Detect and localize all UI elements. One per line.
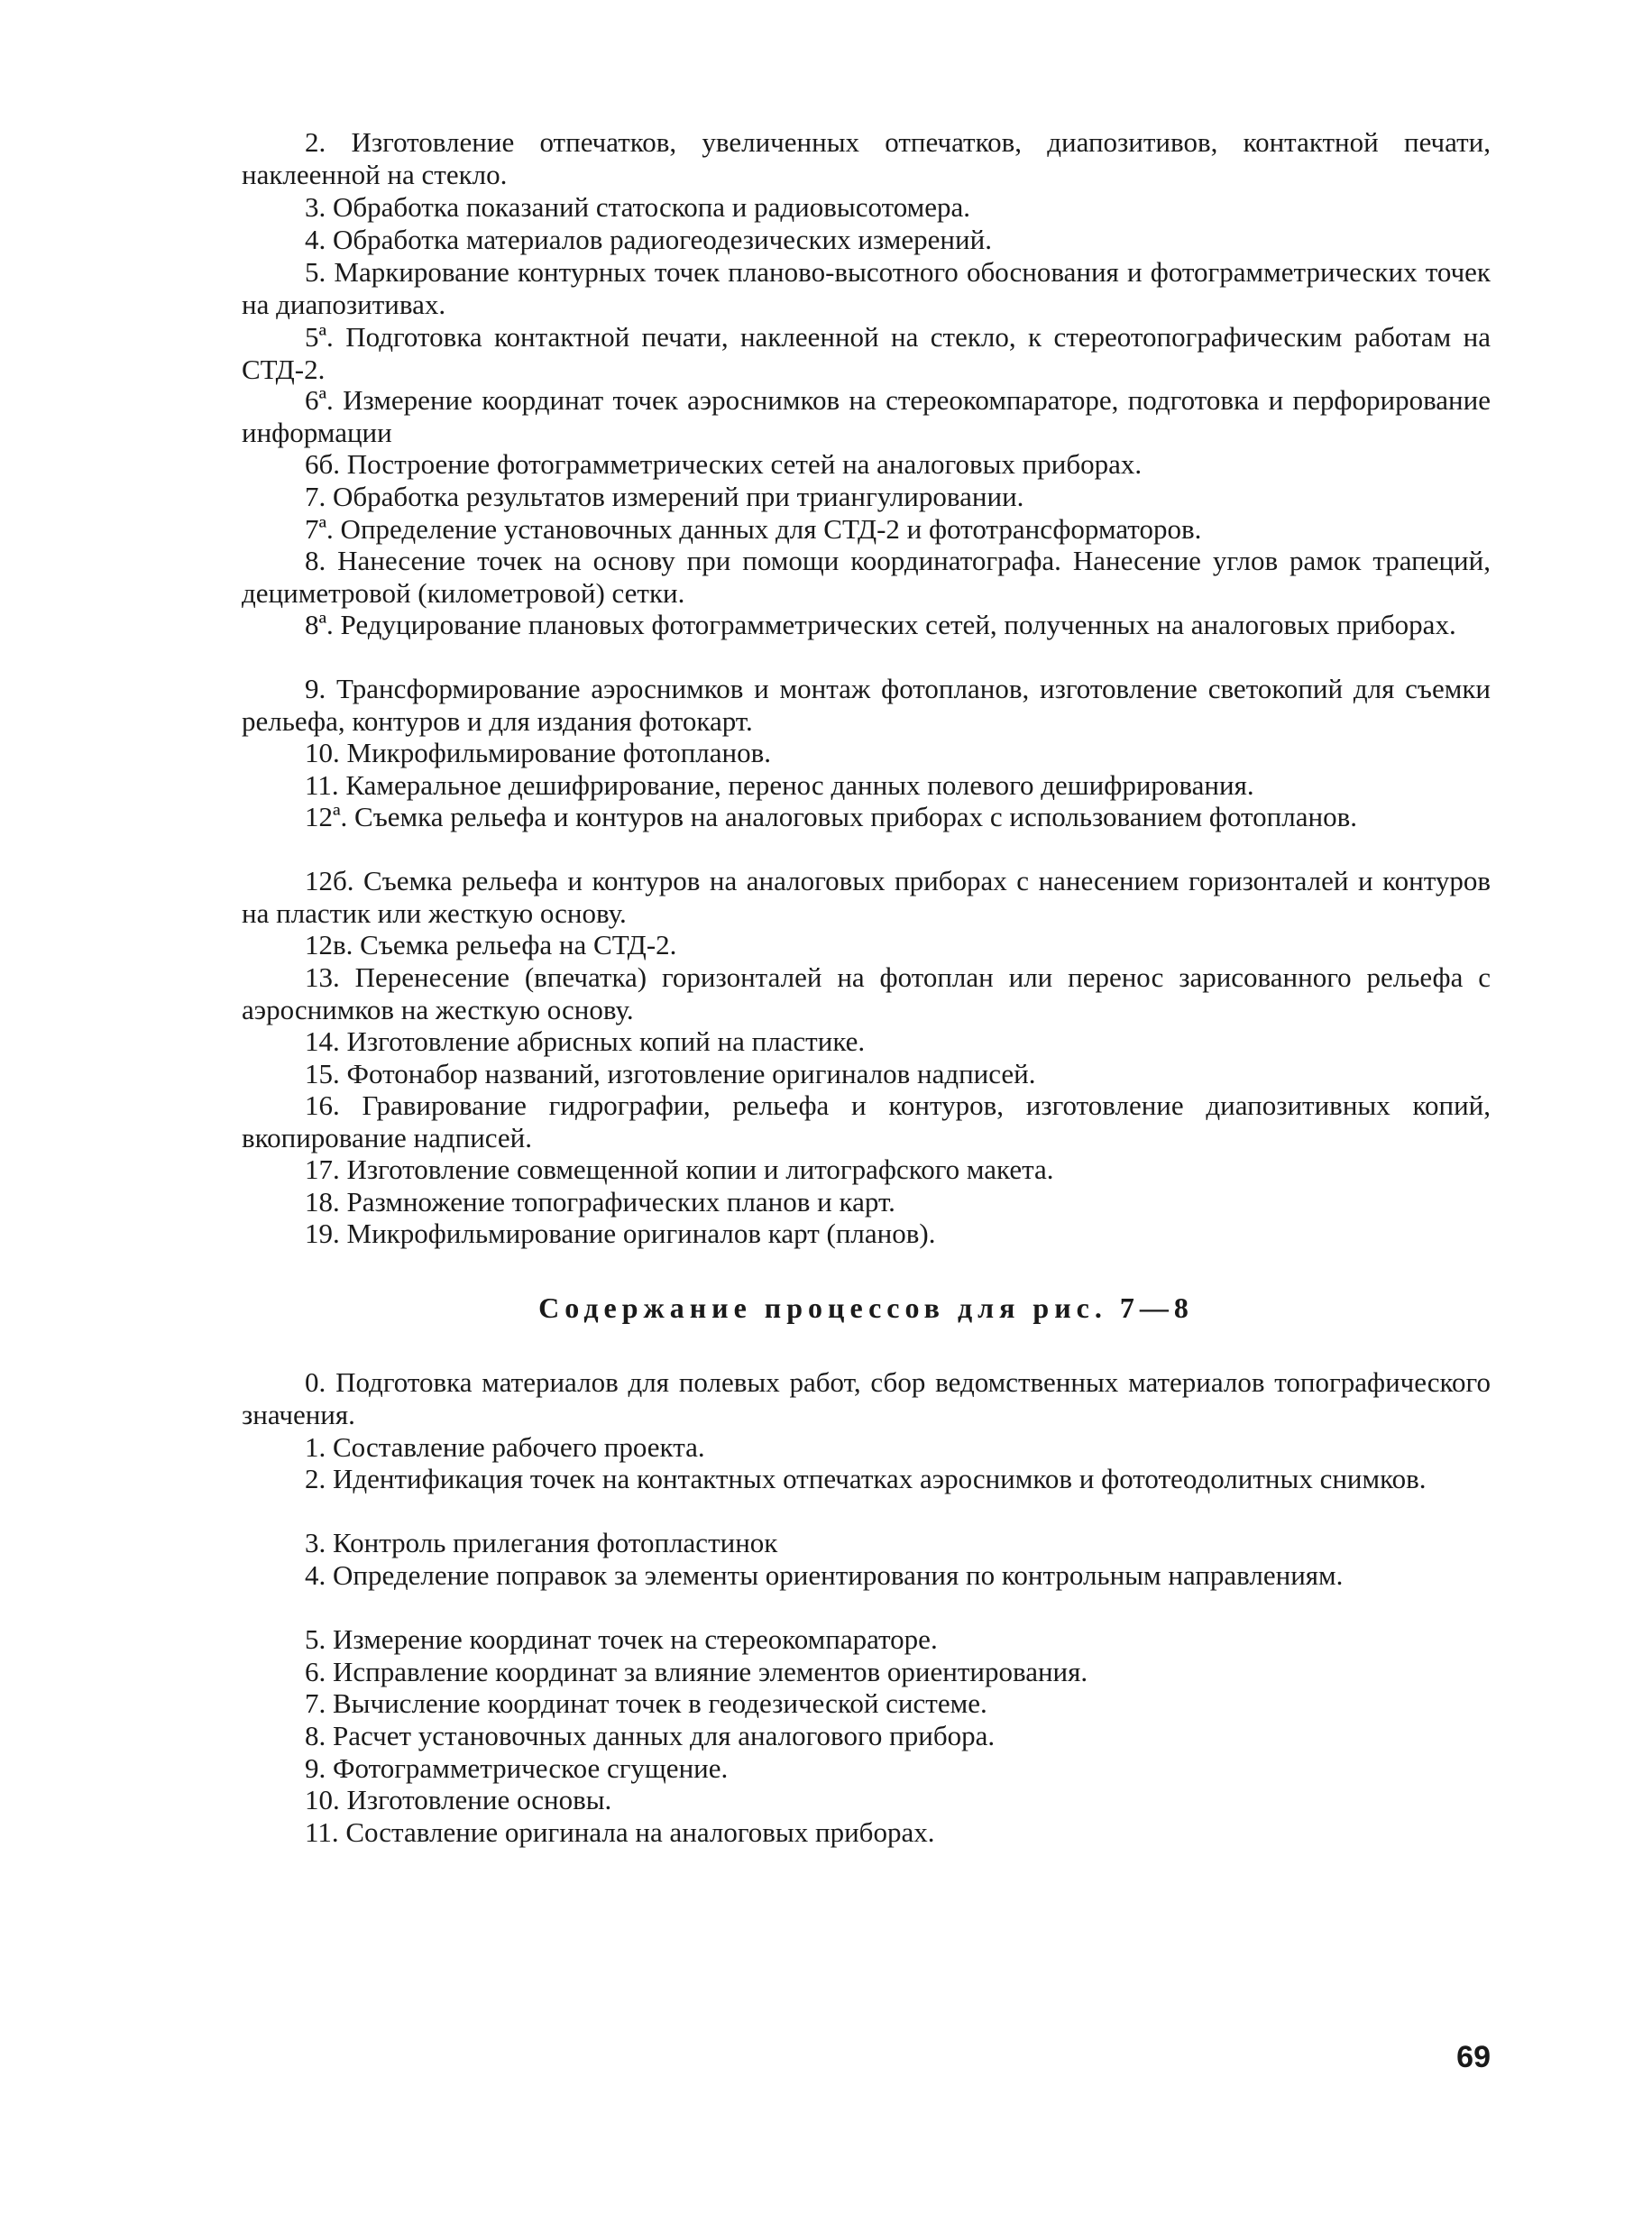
list-item: 0. Подготовка материалов для полевых работ, сбор ведомственных материалов топографического значения. bbox=[242, 1366, 1491, 1430]
list-item: 13. Перенесение (впечатка) горизонталей на фотоплан или перенос зарисованного рельефа с аэроснимков на жесткую основу. bbox=[242, 961, 1491, 1025]
list-item: 4. Обработка материалов радиогеодезических измерений. bbox=[305, 224, 992, 255]
list-item: 6б. Построение фотограмметрических сетей на аналоговых приборах. bbox=[305, 448, 1143, 480]
list-item: 3. Контроль прилегания фотопластинок bbox=[305, 1527, 778, 1558]
list-item: 11. Камеральное дешифрирование, перенос данных полевого дешифрирования. bbox=[305, 769, 1254, 801]
list-item: 15. Фотонабор названий, изготовление оригиналов надписей. bbox=[305, 1058, 1036, 1089]
list-item: 16. Гравирование гидрографии, рельефа и контуров, изготовление диапозитивных копий, вкопирование надписей. bbox=[242, 1089, 1491, 1153]
page-number: 69 bbox=[1456, 2040, 1491, 2074]
list-item: 18. Размножение топографических планов и карт. bbox=[305, 1186, 895, 1218]
list-item: 14. Изготовление абрисных копий на пластике. bbox=[305, 1025, 866, 1057]
list-item: 12в. Съемка рельефа на СТД-2. bbox=[305, 929, 677, 960]
list-item: 2. Изготовление отпечатков, увеличенных отпечатков, диапозитивов, контактной печати, наклеенной на стекло. bbox=[242, 126, 1491, 190]
list-item: 7ª. Определение установочных данных для СТД-2 и фототрансформаторов. bbox=[305, 513, 1202, 545]
list-item: 5. Маркирование контурных точек планово-высотного обоснования и фотограмметрических точек на диапозитивах. bbox=[242, 256, 1491, 320]
list-item: 11. Составление оригинала на аналоговых приборах. bbox=[305, 1816, 935, 1848]
list-item: 7. Вычисление координат точек в геодезической системе. bbox=[305, 1687, 987, 1719]
list-item: 4. Определение поправок за элементы ориентирования по контрольным направлениям. bbox=[305, 1559, 1344, 1591]
list-item: 5. Измерение координат точек на стереокомпараторе. bbox=[305, 1623, 938, 1655]
list-item: 9. Трансформирование аэроснимков и монтаж фотопланов, изготовление светокопий для съемки рельефа, контуров и для издания фотокарт. bbox=[242, 673, 1491, 737]
list-item: 17. Изготовление совмещенной копии и литографского макета. bbox=[305, 1153, 1054, 1185]
list-item: 8. Нанесение точек на основу при помощи координатографа. Нанесение углов рамок трапеций, дециметровой (километровой) сетки. bbox=[242, 545, 1491, 609]
list-item: 12ª. Съемка рельефа и контуров на аналоговых приборах с использованием фотопланов. bbox=[305, 801, 1357, 832]
list-item: 3. Обработка показаний статоскопа и радиовысотомера. bbox=[305, 191, 971, 223]
list-item: 9. Фотограмметрическое сгущение. bbox=[305, 1752, 729, 1784]
list-item: 6ª. Измерение координат точек аэроснимков на стереокомпараторе, подготовка и перфорирование информации bbox=[242, 384, 1491, 448]
list-item: 19. Микрофильмирование оригиналов карт (планов). bbox=[305, 1218, 936, 1249]
list-item: 8ª. Редуцирование плановых фотограмметрических сетей, полученных на аналоговых приборах. bbox=[305, 609, 1456, 640]
list-item: 6. Исправление координат за влияние элементов ориентирования. bbox=[305, 1656, 1088, 1687]
list-item: 10. Изготовление основы. bbox=[305, 1784, 612, 1815]
list-item: 7. Обработка результатов измерений при триангулировании. bbox=[305, 481, 1024, 512]
list-item: 5ª. Подготовка контактной печати, наклеенной на стекло, к стереотопографическим работам на СТД-2. bbox=[242, 321, 1491, 385]
list-item: 1. Составление рабочего проекта. bbox=[305, 1431, 705, 1463]
list-item: 8. Расчет установочных данных для аналогового прибора. bbox=[305, 1720, 996, 1751]
list-item: 12б. Съемка рельефа и контуров на аналоговых приборах с нанесением горизонталей и контуров на пластик или жесткую основу. bbox=[242, 865, 1491, 929]
section-heading: Содержание процессов для рис. 7—8 bbox=[538, 1291, 1194, 1324]
list-item: 10. Микрофильмирование фотопланов. bbox=[305, 737, 771, 768]
list-item: 2. Идентификация точек на контактных отпечатках аэроснимков и фототеодолитных снимков. bbox=[305, 1463, 1427, 1494]
